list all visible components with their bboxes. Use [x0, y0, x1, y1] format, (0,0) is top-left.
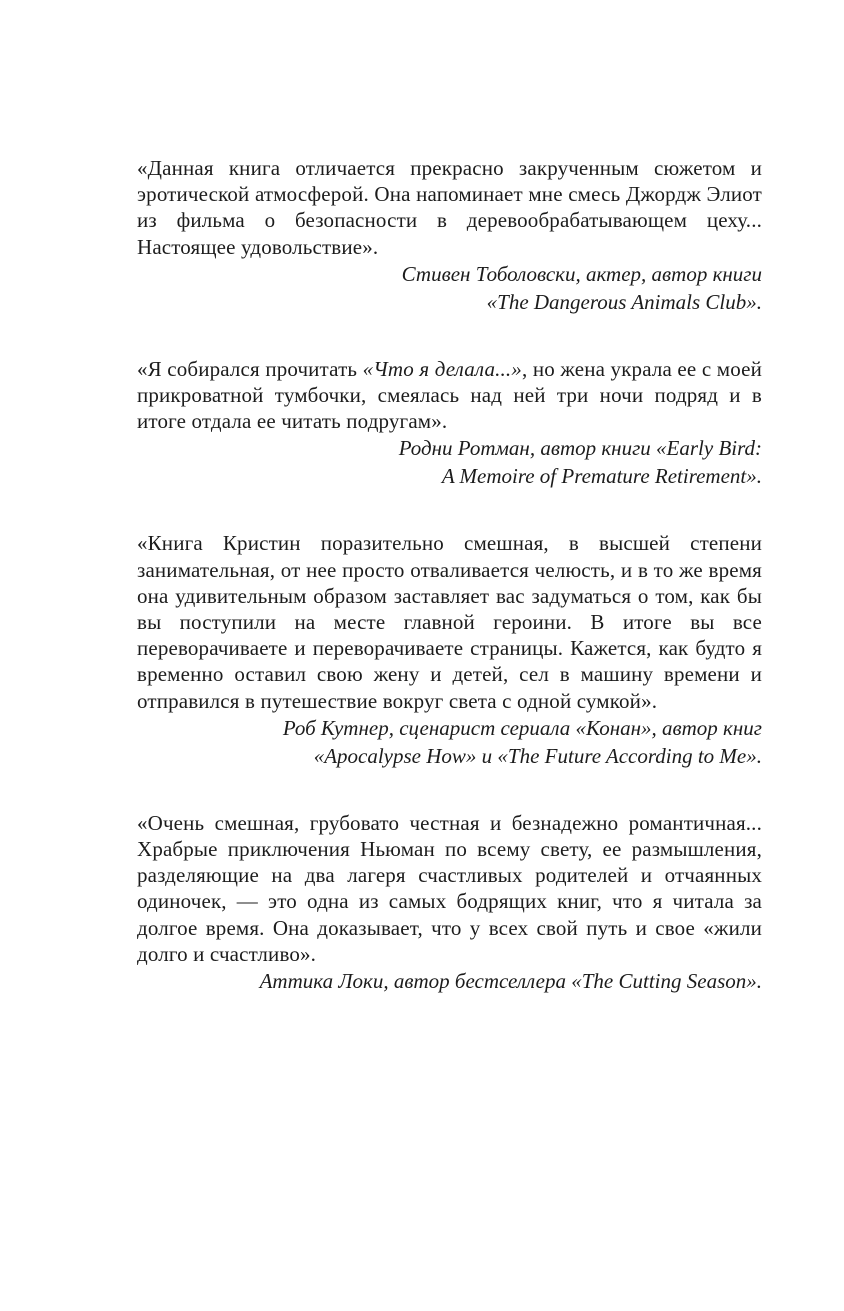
- praise-section: [137, 155, 762, 1035]
- review-quote: [137, 356, 762, 435]
- attribution-line: Стивен Тоболовски, актер, автор книги: [401, 261, 762, 286]
- review-quote: «Очень смешная, грубовато честная и безнадежно романтичная... Храбрые приключения Ньюман по всему свету, ее размышления, разделяющие на два лагеря счастливых родителей и отчаянных одиночек, — это одна из самых бодрящих книг, что я читала за долгое время. Она доказывает, что у всех свой путь и свое «жили долго и счастливо».: [137, 810, 762, 966]
- quoted-book-title: «Что я делала...»: [362, 356, 522, 381]
- review-3: [137, 530, 762, 769]
- attribution-line: Роб Кутнер, сценарист сериала «Конан», автор книг: [282, 715, 762, 740]
- review-attribution: [137, 260, 762, 316]
- review-quote: «Книга Кристин поразительно смешная, в высшей степени занимательная, от нее просто отваливается челюсть, и в то же время она удивительным образом заставляет вас задуматься о том, как бы вы поступили на месте главной героини. В итоге вы все переворачиваете и переворачиваете страницы. Кажется, как будто я временно оставил свою жену и детей, сел в машину времени и отправился в путешествие вокруг света с одной сумкой».: [137, 531, 762, 713]
- quote-text: , но жена украла ее с моей прикроватной тумбочки, смеялась над ней три ночи подряд и в итоге отдала ее читать подругам».: [137, 356, 762, 434]
- attribution-line: Аттика Локи, автор бестселлера «The Cutting Season».: [259, 969, 762, 994]
- review-attribution: [137, 714, 762, 770]
- attribution-line: A Memoire of Premature Retirement».: [441, 464, 762, 489]
- quote-text: «Я собирался прочитать: [137, 356, 363, 381]
- review-2: [137, 356, 762, 491]
- review-1: [137, 155, 762, 316]
- attribution-line: «Apocalypse How» и «The Future According to Me».: [313, 743, 762, 768]
- review-attribution: [137, 967, 762, 995]
- attribution-line: Родни Ротман, автор книги «Early Bird:: [398, 436, 762, 461]
- attribution-line: «The Dangerous Animals Club».: [486, 289, 762, 314]
- review-4: [137, 810, 762, 995]
- review-attribution: [137, 434, 762, 490]
- review-quote: «Данная книга отличается прекрасно закрученным сюжетом и эротической атмосферой. Она напоминает мне смесь Джордж Элиот из фильма о безопасности в деревообрабатывающем цеху... Настоящее удовольствие».: [137, 156, 762, 259]
